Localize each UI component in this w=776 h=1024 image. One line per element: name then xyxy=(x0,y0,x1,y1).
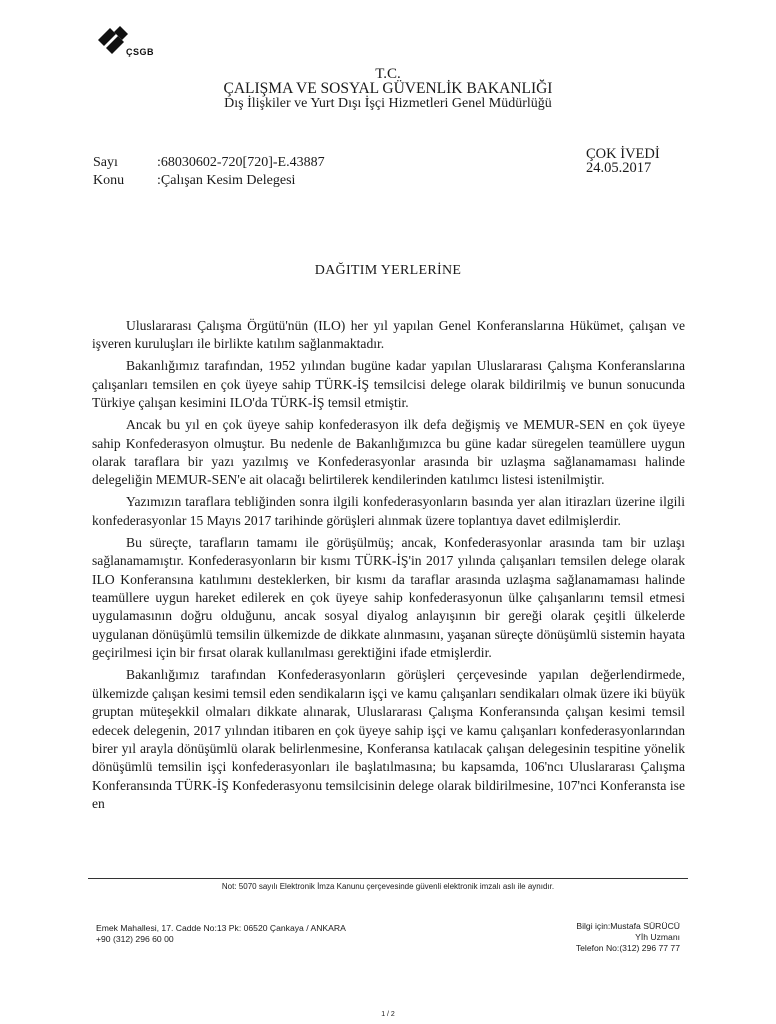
konu-label: Konu xyxy=(93,173,125,188)
page-number: 1 / 2 xyxy=(381,1011,395,1018)
header-tc: T.C. xyxy=(375,66,401,82)
logo-emblem-icon xyxy=(96,26,130,56)
paragraph: Ancak bu yıl en çok üyeye sahip konfederasyon ilk defa değişmiş ve MEMUR-SEN en çok üyeye sahip Konfederasyon olmuştur. Bu nedenle de Bakanlığımızca bu güne kadar süregelen teamüllere uygun olarak taraflara bir yazı yazılmış ve Konfederasyonlar arasında bir uzlaşma sağlanamaması halinde delegeliğin MEMUR-SEN'e ait olacağı belirtilerek kendilerinden katılımcı listesi istenilmiştir. xyxy=(92,417,685,488)
paragraph: Bakanlığımız tarafından, 1952 yılından bugüne kadar yapılan Uluslararası Çalışma Konferanslarına çalışanları temsilen en çok üyeye sahip TÜRK-İŞ temsilcisi delege olarak bildirilmiş ve bunun sonucunda Türkiye çalışan kesimini ILO'da TÜRK-İŞ temsil etmiştir. xyxy=(92,358,685,411)
footer-title: Yİh Uzmanı xyxy=(635,932,680,942)
footer-info: Bilgi için:Mustafa SÜRÜCÜ xyxy=(576,921,680,931)
footer-phone: +90 (312) 296 60 00 xyxy=(96,934,174,944)
letter-body xyxy=(92,317,685,817)
paragraph: Uluslararası Çalışma Örgütü'nün (ILO) her yıl yapılan Genel Konferanslarına Hükümet, çalışan ve işveren kuruluşları ile birlikte katılım sağlanmaktadır. xyxy=(92,318,685,352)
paragraph: Bu süreçte, tarafların tamamı ile görüşülmüş; ancak, Konfederasyonlar arasında tam bir uzlaşı sağlanamamıştır. Konfederasyonların bir kısmı TÜRK-İŞ'in 2017 yılında çalışanları temsilen delege olarak ILO Konferansına katılımını desteklerken, bir kısmı da taraflar arasında uzlaşma sağlanamaması halinde teamüllere uygun hareket edilerek en çok üyeye sahip konfederasyonun ülke çalışanlarını temsil etmesi uygulamasının doğru olduğunu, ancak sosyal diyalog anlayışının bir gereği olarak çeşitli ülkelerde uygulanan dönüşümlü temsilin ülkemizde de dikkate alınmasını, yaşanan süreçte dönüşümlü sistemin hayata geçirilmesi için bir fırsat olarak kullanılması gerektiğini ifade etmişlerdir. xyxy=(92,534,685,661)
paragraph: Yazımızın taraflara tebliğinden sonra ilgili konfederasyonların basında yer alan itirazları üzerine ilgili konfederasyonlar 15 Mayıs 2017 tarihinde görüşleri alınmak üzere toplantıya davet edilmişlerdir. xyxy=(92,494,685,528)
distribution-heading: DAĞITIM YERLERİNE xyxy=(314,263,462,278)
e-signature-note: Not: 5070 sayılı Elektronik İmza Kanunu çerçevesinde güvenli elektronik imzalı aslı ile aynıdır. xyxy=(88,878,688,891)
footer-address-block xyxy=(96,923,346,945)
sayi-value: :68030602-720[720]-E.43887 xyxy=(157,155,325,170)
urgency-label: ÇOK İVEDİ xyxy=(586,146,660,162)
ministry-logo xyxy=(96,26,168,62)
header-department: Dış İlişkiler ve Yurt Dışı İşçi Hizmetleri Genel Müdürlüğü xyxy=(224,96,552,111)
konu-value: :Çalışan Kesim Delegesi xyxy=(157,173,296,188)
footer-telephone: Telefon No:(312) 296 77 77 xyxy=(575,943,680,953)
paragraph: Bakanlığımız tarafından Konfederasyonların görüşleri çerçevesinde yapılan değerlendirmede, ülkemizde çalışan kesimi temsil eden sendikaların işçi ve kamu çalışanları sendikaları olmak üzere iki büyük gruptan müteşekkil olmaları dikkate alınarak, Uluslararası Çalışma Konferansında çalışan kesimi temsil edecek delegenin, 2017 yılından itibaren en çok üyeye sahip işçi ve kamu çalışanları konfederasyonlarından birer yıl arayla dönüşümlü olarak belirlenmesine, Konferansa katılacak çalışan delegesinin tespitine yönelik dönüşümlü temsilin işçi konfederasyonları ile başlatılmasına; bu kapsamda, 106'ncı Uluslararası Çalışma Konferansında TÜRK-İŞ Konfederasyonu temsilcisinin delege olarak bildirilmesine, 107'nci Konferansta ise en xyxy=(92,667,685,812)
footer-address: Emek Mahallesi, 17. Cadde No:13 Pk: 06520 Çankaya / ANKARA xyxy=(96,923,346,933)
footer-contact-block xyxy=(576,921,680,954)
header-ministry: ÇALIŞMA VE SOSYAL GÜVENLİK BAKANLIĞI xyxy=(223,80,553,97)
sayi-label: Sayı xyxy=(93,155,118,170)
document-date: 24.05.2017 xyxy=(586,160,652,176)
logo-text: ÇSGB xyxy=(126,47,155,57)
